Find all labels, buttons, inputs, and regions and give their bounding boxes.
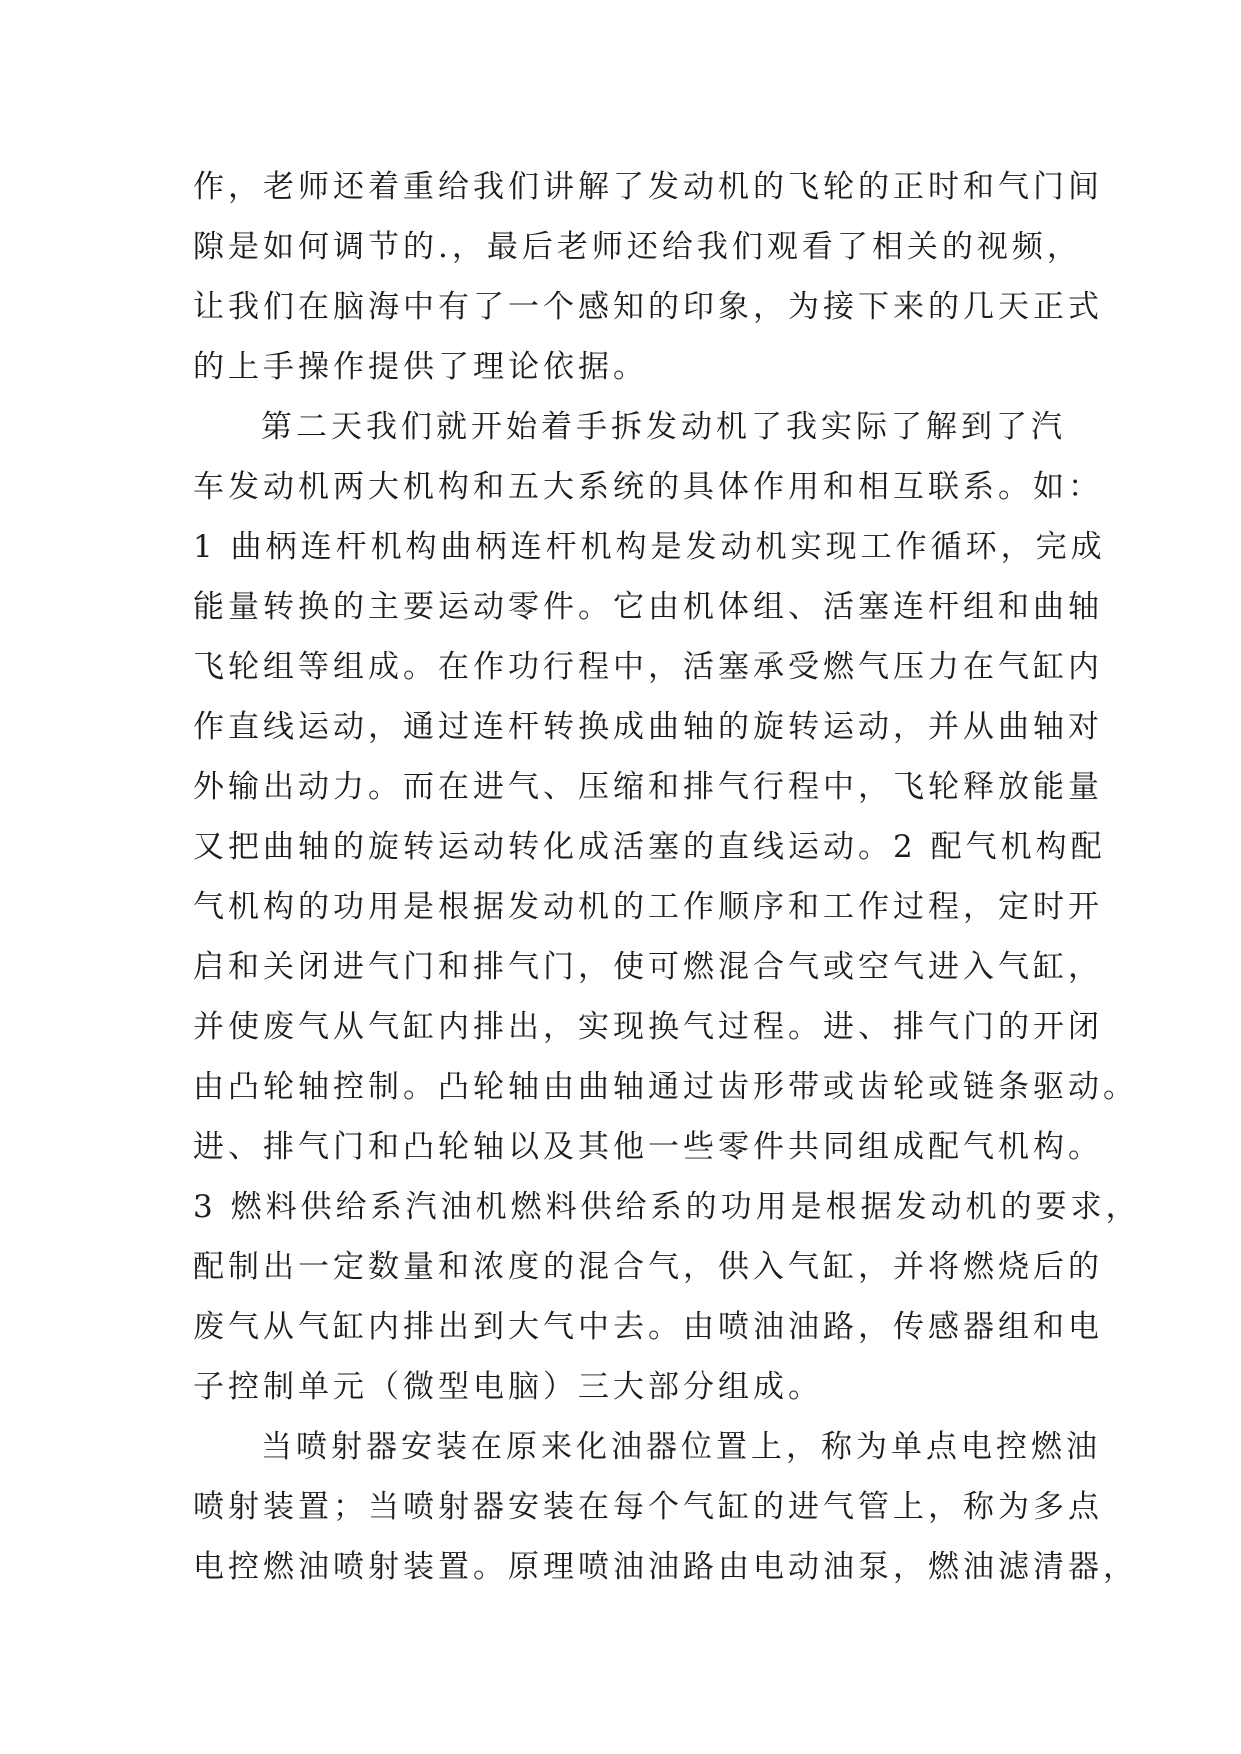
text-line: 让我们在脑海中有了一个感知的印象，为接下来的几天正式	[193, 289, 1103, 325]
text-line: 3 燃料供给系汽油机燃料供给系的功用是根据发动机的要求，	[193, 1189, 1141, 1225]
text-line: 能量转换的主要运动零件。它由机体组、活塞连杆组和曲轴	[193, 589, 1103, 625]
text-line: 气机构的功用是根据发动机的工作顺序和工作过程，定时开	[193, 889, 1103, 925]
text-line: 作，老师还着重给我们讲解了发动机的飞轮的正时和气门间	[193, 169, 1103, 205]
text-line: 作直线运动，通过连杆转换成曲轴的旋转运动，并从曲轴对	[193, 709, 1103, 745]
text-line: 由凸轮轴控制。凸轮轴由曲轴通过齿形带或齿轮或链条驱动。	[193, 1069, 1138, 1105]
text-line: 车发动机两大机构和五大系统的具体作用和相互联系。如：	[193, 469, 1103, 505]
text-line: 又把曲轴的旋转运动转化成活塞的直线运动。2 配气机构配	[193, 829, 1106, 865]
paragraph-first-line: 当喷射器安装在原来化油器位置上，称为单点电控燃油	[261, 1429, 1101, 1465]
paragraph-first-line: 第二天我们就开始着手拆发动机了我实际了解到了汽	[261, 409, 1066, 445]
text-line: 1 曲柄连杆机构曲柄连杆机构是发动机实现工作循环，完成	[193, 529, 1106, 565]
text-line: 进、排气门和凸轮轴以及其他一些零件共同组成配气机构。	[193, 1129, 1103, 1165]
text-line: 外输出动力。而在进气、压缩和排气行程中，飞轮释放能量	[193, 769, 1103, 805]
text-line: 喷射装置；当喷射器安装在每个气缸的进气管上，称为多点	[193, 1489, 1103, 1525]
text-line: 配制出一定数量和浓度的混合气，供入气缸，并将燃烧后的	[193, 1249, 1103, 1285]
text-line: 废气从气缸内排出到大气中去。由喷油油路，传感器组和电	[193, 1309, 1103, 1345]
body-text	[193, 157, 1141, 1597]
text-line: 电控燃油喷射装置。原理喷油油路由电动油泵，燃油滤清器，	[193, 1549, 1138, 1585]
text-line: 飞轮组等组成。在作功行程中，活塞承受燃气压力在气缸内	[193, 649, 1103, 685]
text-line: 隙是如何调节的.，最后老师还给我们观看了相关的视频，	[193, 229, 1082, 265]
text-line: 子控制单元（微型电脑）三大部分组成。	[193, 1369, 823, 1405]
text-line: 启和关闭进气门和排气门，使可燃混合气或空气进入气缸，	[193, 949, 1103, 985]
text-line: 的上手操作提供了理论依据。	[193, 349, 648, 385]
text-line: 并使废气从气缸内排出，实现换气过程。进、排气门的开闭	[193, 1009, 1103, 1045]
